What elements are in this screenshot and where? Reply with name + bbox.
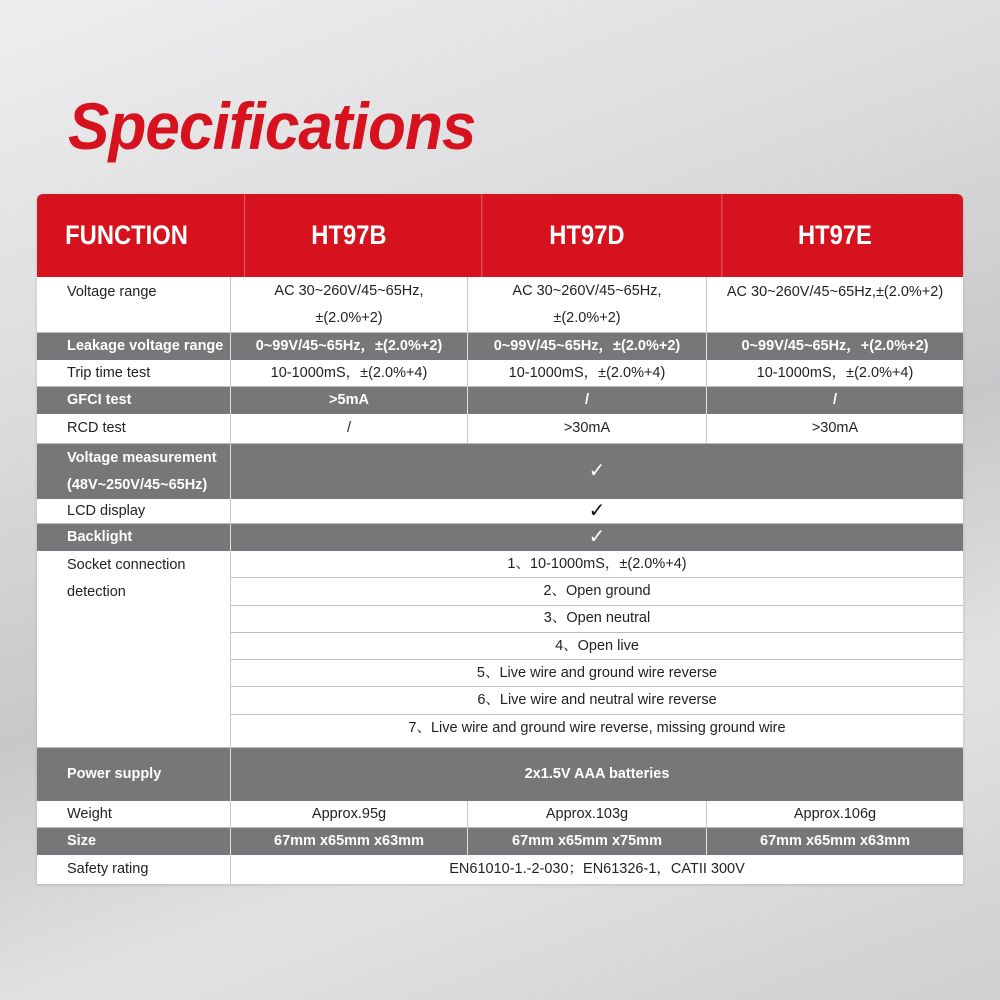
row-rcd bbox=[37, 414, 963, 444]
cell-ht97e: 0~99V/45~65Hz，+(2.0%+2) bbox=[706, 333, 963, 360]
cell-ht97e: / bbox=[706, 387, 963, 414]
list-item: 4、Open live bbox=[231, 633, 963, 660]
row-label bbox=[37, 551, 230, 747]
row-power-supply bbox=[37, 748, 963, 801]
cell-all-models: EN61010-1.-2-030；EN61326-1，CATII 300V bbox=[230, 855, 963, 884]
row-label: Safety rating bbox=[67, 861, 149, 877]
header-ht97b: HT97B bbox=[244, 194, 453, 277]
cell-ht97e: >30mA bbox=[706, 414, 963, 443]
row-label: Weight bbox=[67, 805, 112, 822]
check-icon: ✓ bbox=[230, 524, 963, 551]
cell-ht97d bbox=[467, 277, 706, 332]
row-label: Trip time test bbox=[67, 364, 151, 381]
list-item: 7、Live wire and ground wire reverse, missing ground wire bbox=[408, 719, 786, 736]
row-label: Power supply bbox=[67, 766, 162, 782]
row-lcd bbox=[37, 499, 963, 524]
row-voltage-range bbox=[37, 277, 963, 333]
cell-all-models: 2x1.5V AAA batteries bbox=[230, 748, 963, 801]
cell-ht97e: 67mm x65mm x63mm bbox=[706, 828, 963, 855]
row-label: GFCI test bbox=[67, 392, 132, 408]
row-socket-detection bbox=[37, 551, 963, 748]
cell-ht97b: >5mA bbox=[230, 387, 467, 414]
list-item: 3、Open neutral bbox=[231, 606, 963, 633]
row-voltage-measurement bbox=[37, 444, 963, 499]
label-line: detection bbox=[67, 584, 126, 600]
row-size bbox=[37, 828, 963, 855]
header-ht97e: HT97E bbox=[721, 194, 947, 277]
row-trip-time bbox=[37, 360, 963, 387]
cell-line: AC 30~260V/45~65Hz, bbox=[512, 283, 662, 299]
cell-ht97d: / bbox=[467, 387, 706, 414]
row-label bbox=[37, 444, 230, 499]
list-item: 1、10-1000mS，±(2.0%+4) bbox=[231, 551, 963, 578]
header-function: FUNCTION bbox=[65, 220, 188, 250]
cell-ht97d: 0~99V/45~65Hz，±(2.0%+2) bbox=[467, 333, 706, 360]
cell-ht97d: Approx.103g bbox=[467, 801, 706, 827]
header-ht97d: HT97D bbox=[481, 194, 691, 277]
cell-ht97b: 0~99V/45~65Hz，±(2.0%+2) bbox=[230, 333, 467, 360]
cell-ht97b: 10-1000mS，±(2.0%+4) bbox=[230, 360, 467, 386]
cell-ht97e: 10-1000mS，±(2.0%+4) bbox=[706, 360, 963, 386]
list-item: 2、Open ground bbox=[231, 578, 963, 605]
cell-ht97d: 10-1000mS，±(2.0%+4) bbox=[467, 360, 706, 386]
cell-ht97e: Approx.106g bbox=[706, 801, 963, 827]
row-backlight bbox=[37, 524, 963, 551]
row-safety-rating bbox=[37, 855, 963, 884]
cell-ht97b: 67mm x65mm x63mm bbox=[230, 828, 467, 855]
cell-ht97b: / bbox=[230, 414, 467, 443]
cell-line: ±(2.0%+2) bbox=[553, 310, 621, 326]
cell-ht97e: AC 30~260V/45~65Hz,±(2.0%+2) bbox=[706, 277, 963, 332]
row-label: Size bbox=[67, 833, 97, 849]
label-line: Socket connection bbox=[67, 557, 186, 573]
row-label: Leakage voltage range bbox=[67, 338, 224, 354]
row-label: Backlight bbox=[67, 529, 133, 545]
list-item: 5、Live wire and ground wire reverse bbox=[231, 660, 963, 687]
row-weight bbox=[37, 801, 963, 828]
page-title: Specifications bbox=[68, 89, 476, 163]
label-line: Voltage measurement bbox=[67, 449, 217, 466]
label-line: (48V~250V/45~65Hz) bbox=[67, 476, 208, 493]
cell-ht97d: >30mA bbox=[467, 414, 706, 443]
specifications-table bbox=[37, 194, 963, 884]
row-label: RCD test bbox=[67, 420, 126, 436]
cell-line: AC 30~260V/45~65Hz, bbox=[274, 283, 424, 299]
cell-ht97b bbox=[230, 277, 467, 332]
cell-ht97d: 67mm x65mm x75mm bbox=[467, 828, 706, 855]
table-header bbox=[37, 194, 963, 277]
row-gfci bbox=[37, 387, 963, 414]
check-icon: ✓ bbox=[230, 499, 963, 523]
cell-ht97b: Approx.95g bbox=[230, 801, 467, 827]
list-item: 6、Live wire and neutral wire reverse bbox=[231, 687, 963, 714]
row-label: Voltage range bbox=[67, 284, 157, 300]
row-leakage bbox=[37, 333, 963, 360]
socket-items bbox=[230, 551, 963, 747]
check-icon: ✓ bbox=[230, 444, 963, 499]
row-label: LCD display bbox=[67, 502, 146, 519]
cell-line: ±(2.0%+2) bbox=[315, 310, 383, 326]
